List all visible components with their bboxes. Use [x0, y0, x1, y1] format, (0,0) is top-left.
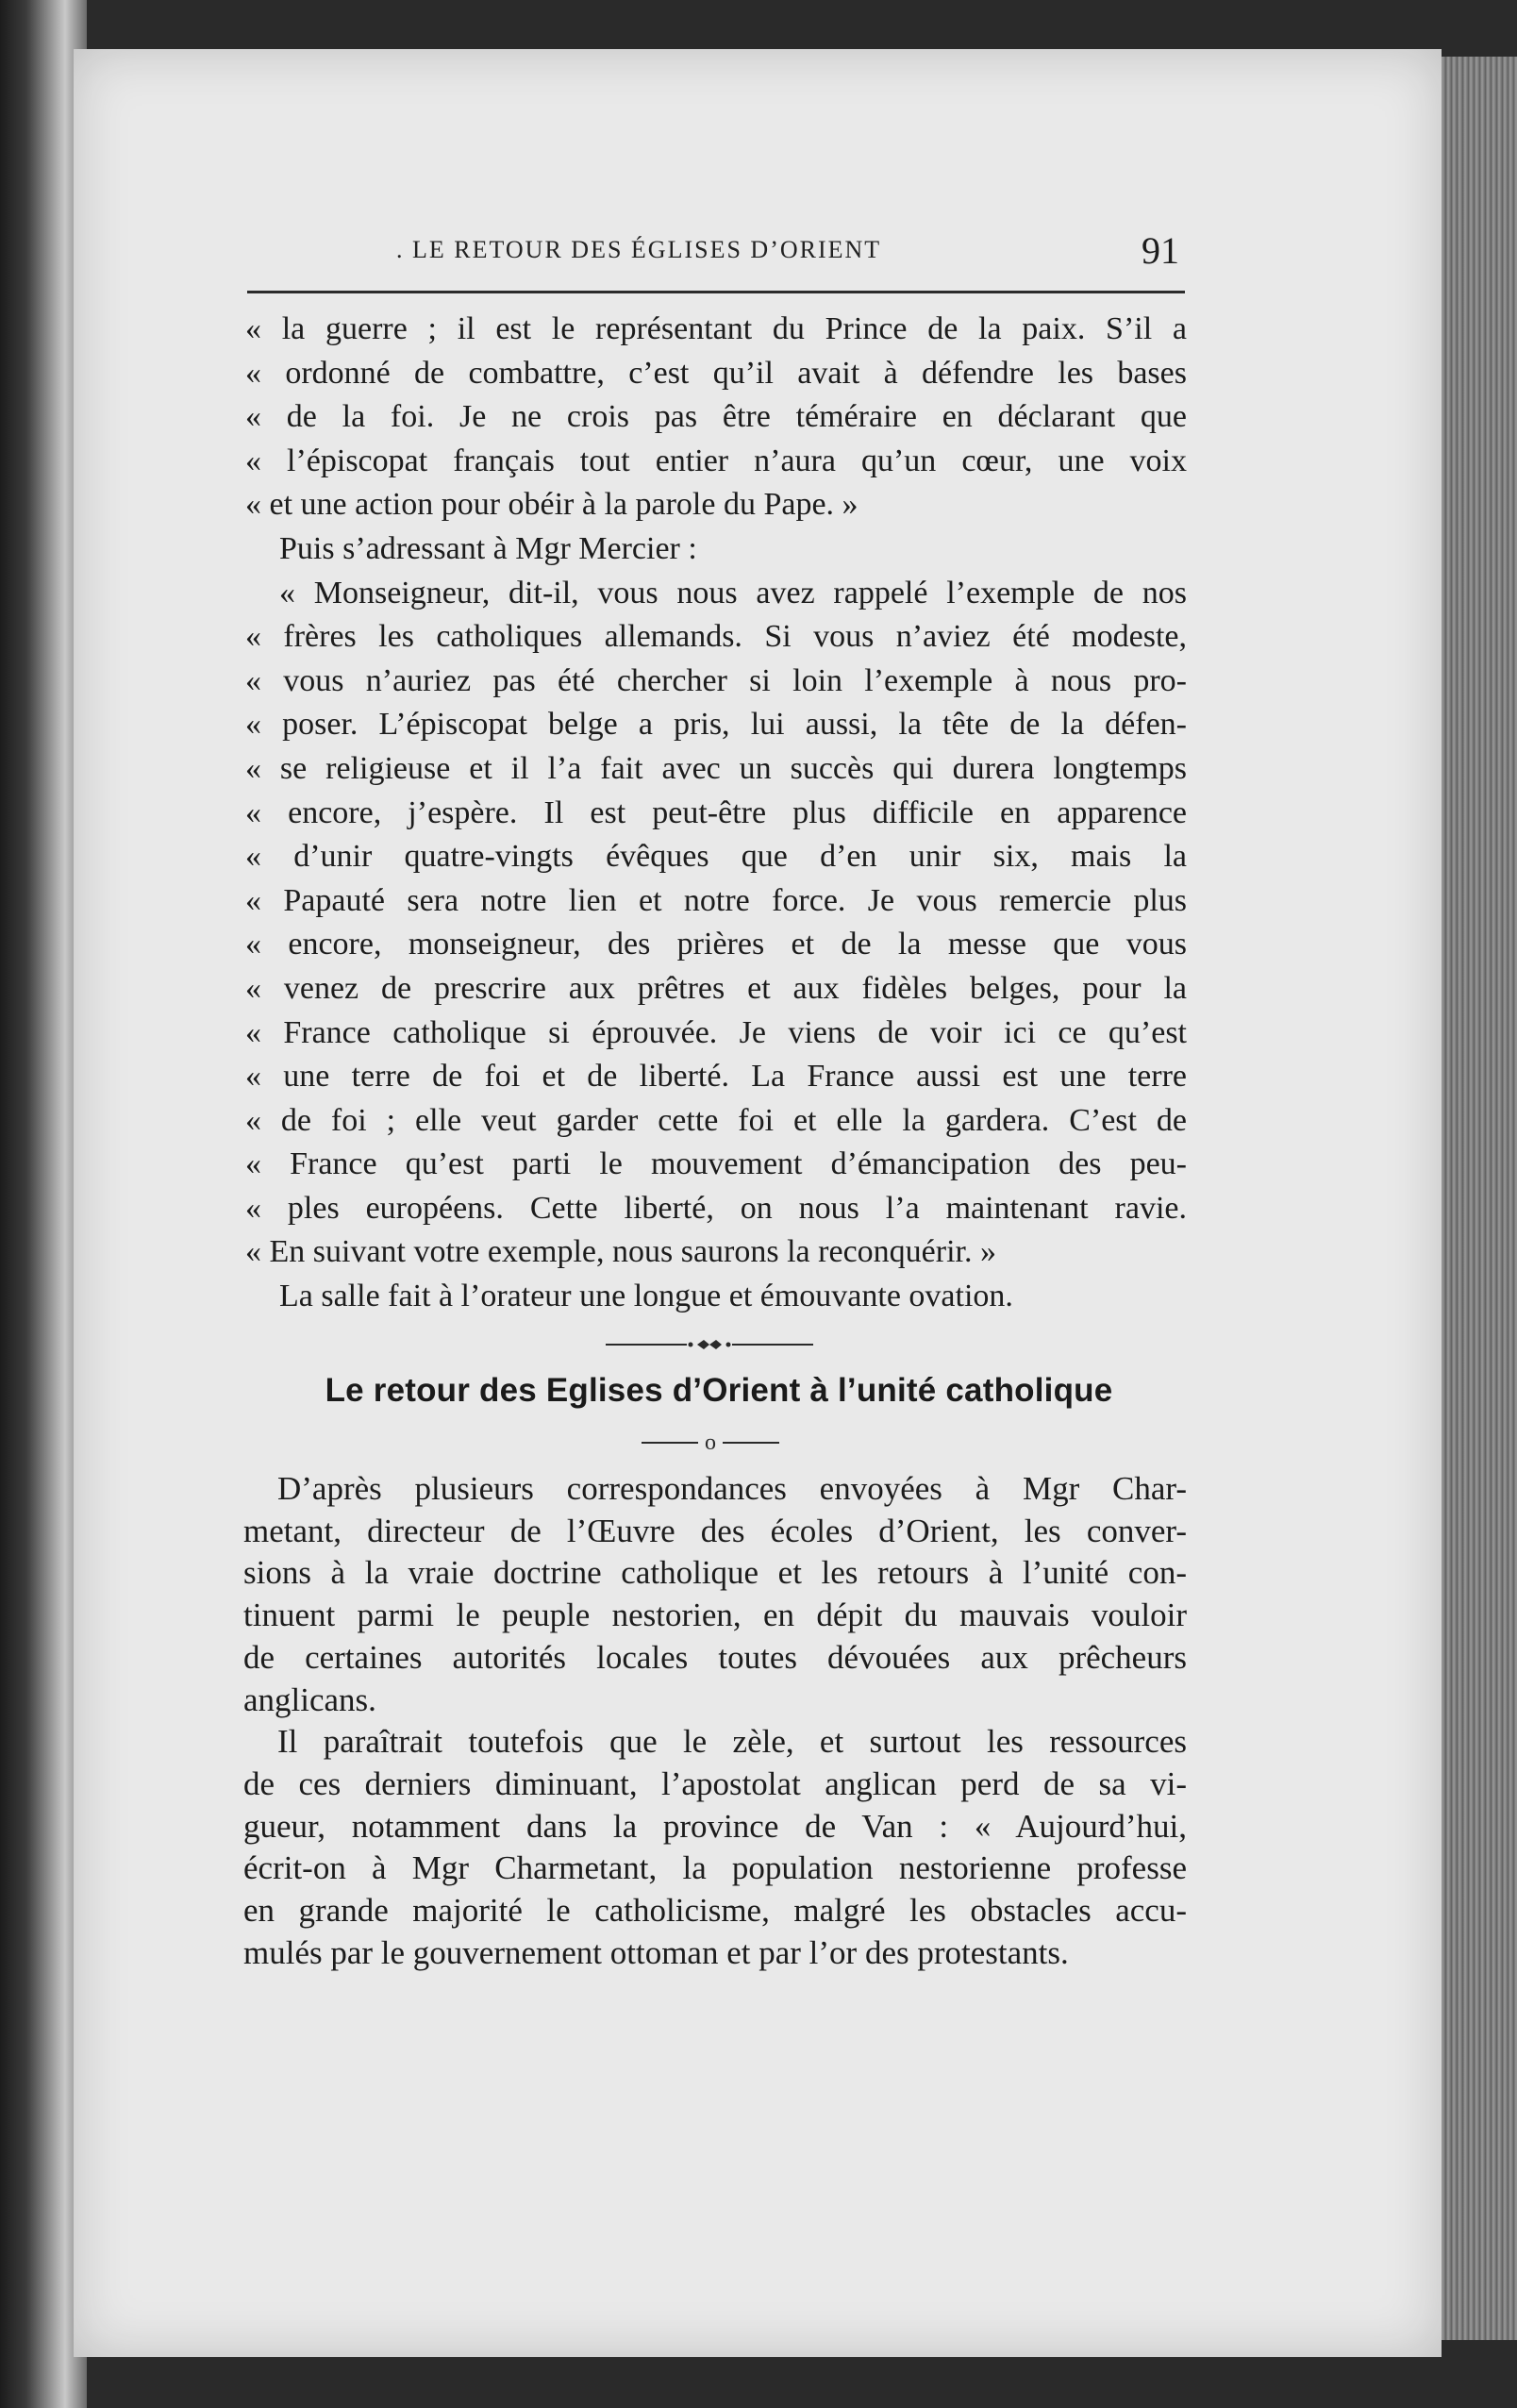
text-line: Il paraîtrait toutefois que le zèle, et surtout les ressources	[277, 1723, 1187, 1761]
text-line: de ces derniers diminuant, l’apostolat anglican perd de sa vi-	[243, 1764, 1187, 1802]
separator-glyph: o	[705, 1430, 716, 1455]
text-line: « France qu’est parti le mouvement d’émancipation des peu-	[245, 1146, 1187, 1182]
text-line: « En suivant votre exemple, nous saurons la reconquérir. »	[245, 1234, 996, 1270]
text-line: « l’épiscopat français tout entier n’aura qu’un cœur, une voix	[245, 443, 1187, 478]
text-line: sions à la vraie doctrine catholique et les retours à l’unité con-	[243, 1554, 1187, 1592]
text-line: « poser. L’épiscopat belge a pris, lui aussi, la tête de la défen-	[245, 707, 1187, 743]
text-line: Puis s’adressant à Mgr Mercier :	[279, 530, 697, 566]
text-line: « Monseigneur, dit-il, vous nous avez rappelé l’exemple de nos	[279, 575, 1187, 610]
text-line: de certaines autorités locales toutes dévouées aux prêcheurs	[243, 1638, 1187, 1676]
text-line: gueur, notamment dans la province de Van : « Aujourd’hui,	[243, 1807, 1187, 1845]
text-line: « encore, j’espère. Il est peut-être plus difficile en apparence	[245, 794, 1187, 830]
text-line: « la guerre ; il est le représentant du Prince de la paix. S’il a	[245, 311, 1187, 346]
text-line: « ples européens. Cette liberté, on nous l’a maintenant ravie.	[245, 1190, 1187, 1226]
text-line: « de foi ; elle veut garder cette foi et elle la gardera. C’est de	[245, 1102, 1187, 1138]
text-line: La salle fait à l’orateur une longue et émouvante ovation.	[279, 1279, 1013, 1314]
text-line: « d’unir quatre-vingts évêques que d’en unir six, mais la	[245, 839, 1187, 875]
text-line: anglicans.	[243, 1681, 376, 1718]
text-line: écrit-on à Mgr Charmetant, la population nestorienne professe	[243, 1849, 1187, 1887]
text-line: « venez de prescrire aux prêtres et aux fidèles belges, pour la	[245, 970, 1187, 1006]
text-line: « et une action pour obéir à la parole du Pape. »	[245, 487, 859, 523]
text-line: « Papauté sera notre lien et notre force. Je vous remercie plus	[245, 882, 1187, 918]
small-separator	[642, 1429, 779, 1457]
text-line: « France catholique si éprouvée. Je viens de voir ici ce qu’est	[245, 1014, 1187, 1050]
ornament-divider	[606, 1332, 813, 1357]
header-rule	[247, 291, 1185, 293]
text-line: « vous n’auriez pas été chercher si loin l’exemple à nous pro-	[245, 662, 1187, 698]
text-line: « ordonné de combattre, c’est qu’il avait à défendre les bases	[245, 355, 1187, 391]
page-number: 91	[1142, 229, 1179, 272]
text-line: metant, directeur de l’Œuvre des écoles d’Orient, les conver-	[243, 1512, 1187, 1549]
section-title: Le retour des Eglises d’Orient à l’unité catholique	[325, 1372, 1113, 1409]
text-line: « une terre de foi et de liberté. La France aussi est une terre	[245, 1059, 1187, 1095]
scan-right-page-stack	[1440, 57, 1517, 2340]
text-line: « encore, monseigneur, des prières et de la messe que vous	[245, 927, 1187, 962]
page-header	[396, 191, 1189, 272]
text-line: D’après plusieurs correspondances envoyées à Mgr Char-	[277, 1470, 1187, 1507]
text-line: tinuent parmi le peuple nestorien, en dépit du mauvais vouloir	[243, 1597, 1187, 1634]
text-line: « frères les catholiques allemands. Si vous n’aviez été modeste,	[245, 619, 1187, 655]
running-title: . LE RETOUR DES ÉGLISES D’ORIENT	[396, 236, 882, 263]
body-block	[243, 1468, 1187, 1974]
text-line: mulés par le gouvernement ottoman et par l’or des protestants.	[243, 1933, 1069, 1971]
text-line: en grande majorité le catholicisme, malgré les obstacles accu-	[243, 1892, 1187, 1930]
text-line: « se religieuse et il l’a fait avec un succès qui durera longtemps	[245, 750, 1187, 786]
text-line: « de la foi. Je ne crois pas être téméraire en déclarant que	[245, 399, 1187, 435]
quote-block	[245, 308, 1187, 1319]
